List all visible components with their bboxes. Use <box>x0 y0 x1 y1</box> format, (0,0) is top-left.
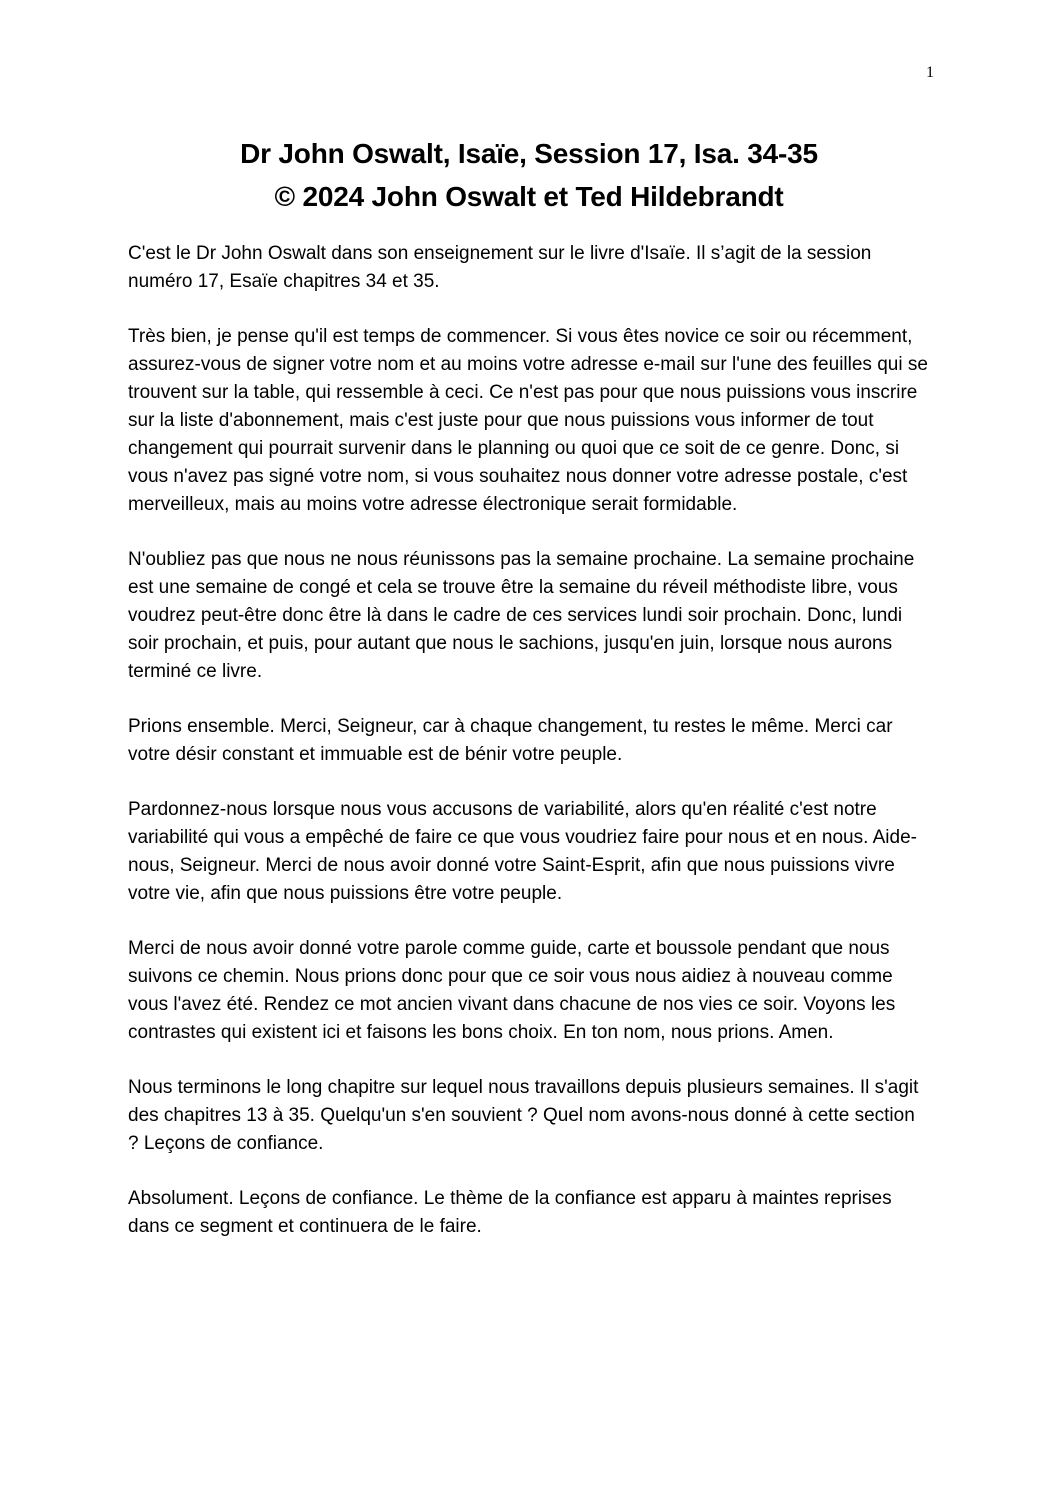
paragraph-prayer-1: Prions ensemble. Merci, Seigneur, car à chaque changement, tu restes le même. Merci car votre désir constant et immuable est de bénir votre peuple. <box>128 716 893 765</box>
paragraph-signup: Très bien, je pense qu'il est temps de commencer. Si vous êtes novice ce soir ou récemment, assurez-vous de signer votre nom et au moins votre adresse e-mail sur l'une des feuilles qui se trouvent sur la table, qui ressemble à ceci. Ce n'est pas pour que nous puissions vous inscrire sur la liste d'abonnement, mais c'est juste pour que nous puissions vous informer de tout changement qui pourrait survenir dans le planning ou quoi que ce soit de ce genre. Donc, si vous n'avez pas signé votre nom, si vous souhaitez nous donner votre adresse postale, c'est merveilleux, mais au moins votre adresse électronique serait formidable. <box>128 326 928 515</box>
paragraph-schedule: N'oubliez pas que nous ne nous réunissons pas la semaine prochaine. La semaine prochaine est une semaine de congé et cela se trouve être la semaine du réveil méthodiste libre, vous voudrez peut-être donc être là dans le cadre de ces services lundi soir prochain. Donc, lundi soir prochain, et puis, pour autant que nous le sachions, jusqu'en juin, lorsque nous aurons terminé ce livre. <box>128 549 915 682</box>
paragraph-confidence: Absolument. Leçons de confiance. Le thème de la confiance est apparu à maintes reprises dans ce segment et continuera de le faire. <box>128 1188 892 1237</box>
paragraph-intro: C'est le Dr John Oswalt dans son enseignement sur le livre d'Isaïe. Il s’agit de la session numéro 17, Esaïe chapitres 34 et 35. <box>128 243 872 292</box>
document-body <box>128 240 928 1268</box>
paragraph-prayer-3: Merci de nous avoir donné votre parole comme guide, carte et boussole pendant que nous suivons ce chemin. Nous prions donc pour que ce soir vous nous aidiez à nouveau comme vous l'avez été. Rendez ce mot ancien vivant dans chacune de nos vies ce soir. Voyons les contrastes qui existent ici et faisons les bons choix. En ton nom, nous prions. Amen. <box>128 938 896 1043</box>
paragraph-chapters: Nous terminons le long chapitre sur lequel nous travaillons depuis plusieurs semaines. Il s'agit des chapitres 13 à 35. Quelqu'un s'en souvient ? Quel nom avons-nous donné à cette section ? Leçons de confiance. <box>128 1077 919 1154</box>
paragraph-prayer-2: Pardonnez-nous lorsque nous vous accusons de variabilité, alors qu'en réalité c'est notre variabilité qui vous a empêché de faire ce que vous voudriez faire pour nous et en nous. Aide-nous, Seigneur. Merci de nous avoir donné votre Saint-Esprit, afin que nous puissions vivre votre vie, afin que nous puissions être votre peuple. <box>128 799 917 904</box>
page-number: 1 <box>926 64 934 81</box>
title-line-2: © 2024 John Oswalt et Ted Hildebrandt <box>274 181 784 212</box>
title-line-1: Dr John Oswalt, Isaïe, Session 17, Isa. 34-35 <box>240 138 818 169</box>
document-title <box>0 132 1058 218</box>
